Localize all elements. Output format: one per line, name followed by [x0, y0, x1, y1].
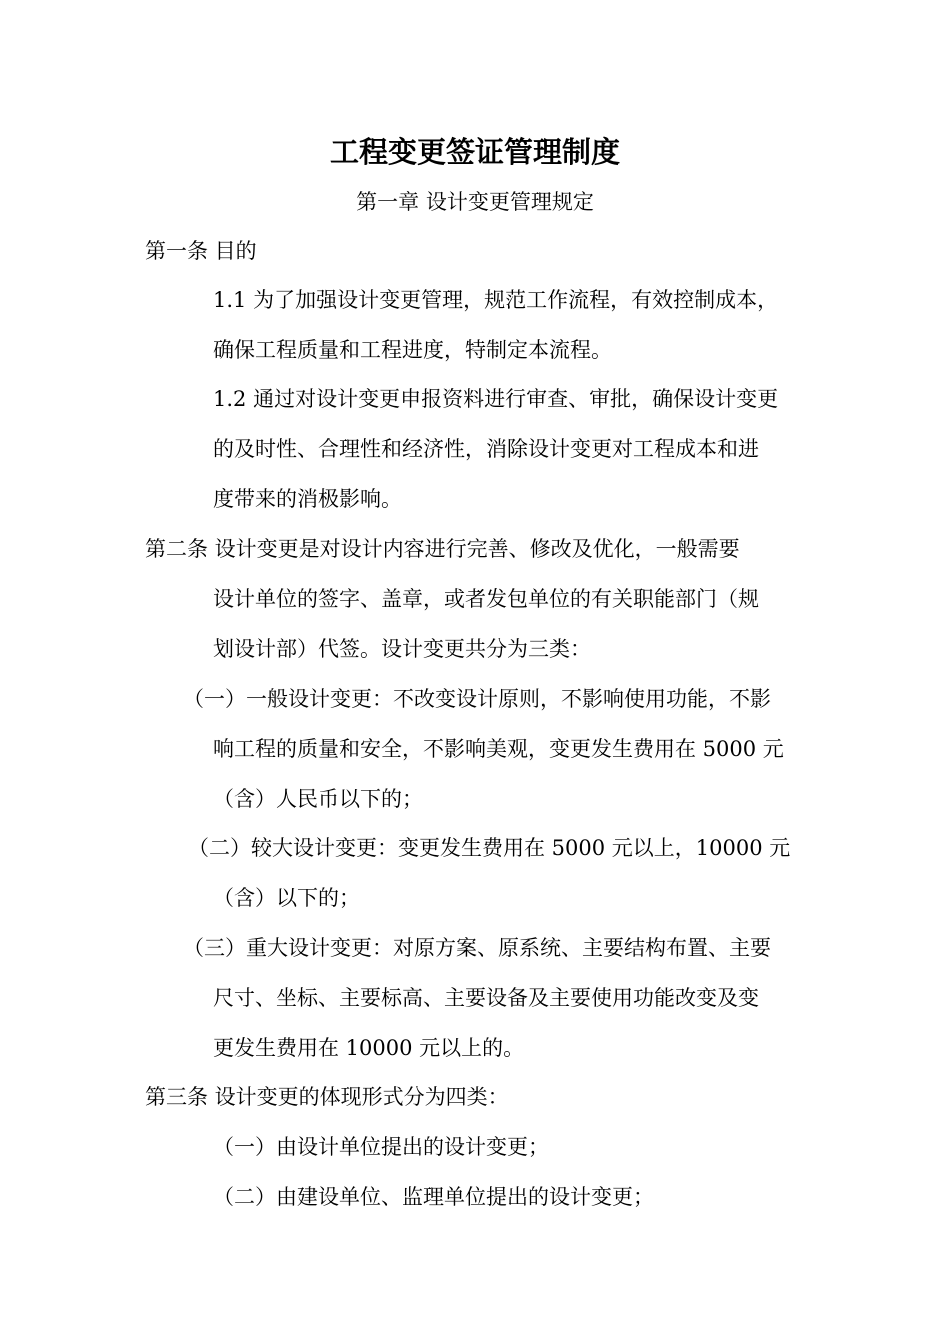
article-2-item-3-line-1: （三）重大设计变更：对原方案、原系统、主要结构布置、主要 — [183, 936, 771, 960]
article-1-para-1-line-2: 确保工程质量和工程进度，特制定本流程。 — [213, 338, 612, 362]
article-2-line-3: 划设计部）代签。设计变更共分为三类： — [213, 637, 591, 661]
article-1-heading: 第一条 目的 — [145, 239, 257, 263]
article-1-para-2-line-1: 1.2 通过对设计变更申报资料进行审查、审批，确保设计变更 — [213, 387, 779, 411]
chapter-heading: 第一章 设计变更管理规定 — [356, 190, 594, 214]
article-2-item-1-line-2: 响工程的质量和安全，不影响美观，变更发生费用在 5000 元 — [213, 737, 784, 761]
article-2-item-2-line-2: （含）以下的； — [213, 886, 360, 910]
article-2-item-1-line-1: （一）一般设计变更：不改变设计原则，不影响使用功能，不影 — [183, 687, 771, 711]
article-1-para-1-line-1: 1.1 为了加强设计变更管理，规范工作流程，有效控制成本， — [213, 288, 779, 312]
article-1-para-2-line-3: 度带来的消极影响。 — [213, 487, 402, 511]
article-2-line-2: 设计单位的签字、盖章，或者发包单位的有关职能部门（规 — [213, 587, 759, 611]
article-1-para-2-line-2: 的及时性、合理性和经济性，消除设计变更对工程成本和进 — [213, 437, 759, 461]
article-2-item-3-line-3: 更发生费用在 10000 元以上的。 — [213, 1036, 525, 1060]
article-2-item-3-line-2: 尺寸、坐标、主要标高、主要设备及主要使用功能改变及变 — [213, 986, 759, 1010]
article-3-line-1: 第三条 设计变更的体现形式分为四类： — [145, 1085, 509, 1109]
article-2-item-2-line-1: （二）较大设计变更：变更发生费用在 5000 元以上，10000 元 — [188, 836, 791, 860]
article-2-line-1: 第二条 设计变更是对设计内容进行完善、修改及优化，一般需要 — [145, 537, 740, 561]
article-3-item-1: （一）由设计单位提出的设计变更； — [213, 1135, 549, 1159]
article-2-item-1-line-3: （含）人民币以下的； — [213, 787, 423, 811]
article-3-item-2: （二）由建设单位、监理单位提出的设计变更； — [213, 1185, 654, 1209]
document-title: 工程变更签证管理制度 — [329, 135, 620, 169]
